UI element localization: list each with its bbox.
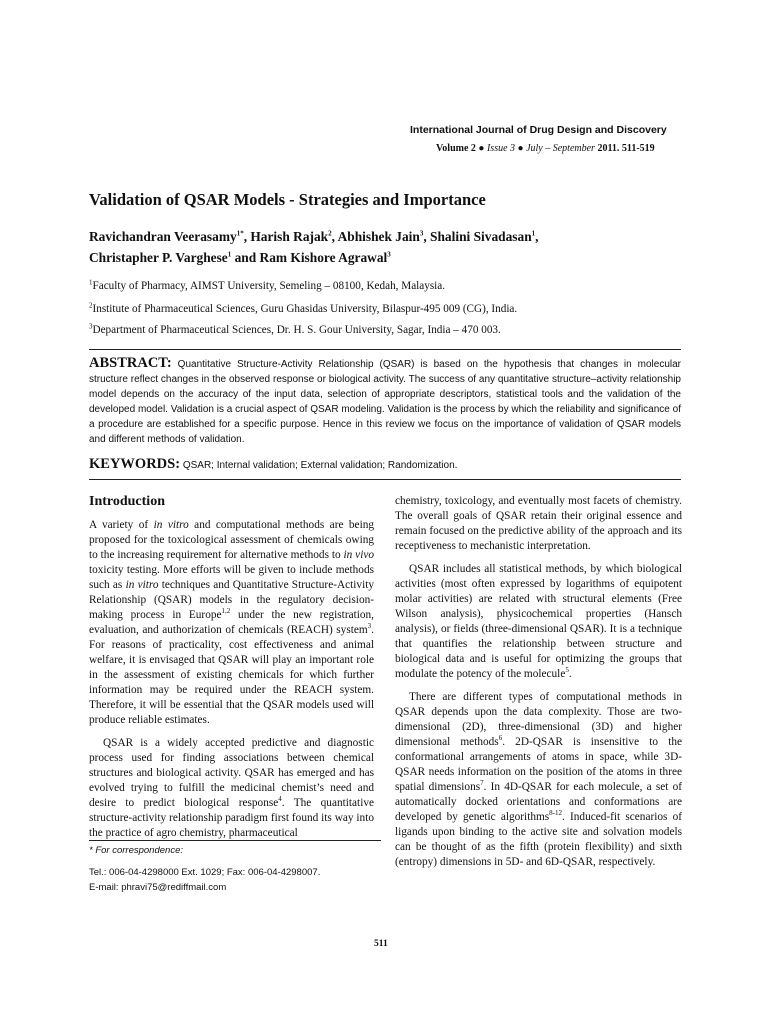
right-paragraph-3: There are different types of computational methods in QSAR depends upon the data complexity. Those are two-dimensional (2D), three-dimensional (3D) and higher dimensional methods$^6$. 2D-QSAR is insensitive to the conformational arrangements of atoms in space, while 3D-QSAR needs information on the position of the atoms in three spatial dimensions$^7$. In 4D-QSAR for each molecule, a set of automatically docked orientations and conformations are developed by genetic algorithms$^{8-12}$. Induced-fit scenarios of ligands upon binding to the active site and solvation models can be thought of as the fifth (protein flexibility) and sixth (entropy) dimensions in 5D- and 6D-QSAR, respectively. bbox=[395, 691, 683, 868]
footnote-phone: Tel.: 006-04-4298000 Ext. 1029; Fax: 006-04-4298007. bbox=[89, 867, 321, 878]
intro-paragraph-2: QSAR is a widely accepted predictive and diagnostic process used for finding associations between chemical structures and biological activity. QSAR has emerged and has evolved trying to fulfill the medicinal chemist’s need and desire to predict biological response$^4$. The quantitative structure-activity relationship paradigm first found its way into the practice of agro chemistry, pharmaceutical bbox=[89, 737, 374, 839]
paper-title: Validation of QSAR Models - Strategies and Importance bbox=[89, 190, 486, 209]
abstract bbox=[89, 356, 681, 447]
footnote-email: E-mail: phravi75@rediffmail.com bbox=[89, 882, 227, 893]
footnote-label: * For correspondence: bbox=[89, 845, 183, 856]
affiliation-1: $^1$Faculty of Pharmacy, AIMST University, Semeling – 08100, Kedah, Malaysia. bbox=[89, 278, 446, 292]
keywords-text: QSAR; Internal validation; External validation; Randomization. bbox=[180, 460, 458, 471]
divider-bottom bbox=[89, 479, 681, 480]
keywords bbox=[89, 456, 681, 473]
intro-paragraph-1: A variety of in vitro and computational methods are being proposed for the toxicological assessment of chemicals owing to the increasing requirement for alternative methods to in vivo toxicity testing. More efforts will be given to include methods such as in vitro techniques and Quantitative Structure-Activity Relationship (QSAR) models in the regulatory decision-making process in Europe$^{1,2}$ under the new registration, evaluation, and authorization of chemicals (REACH) system$^3$. For reasons of practicality, cost effectiveness and animal welfare, it is envisaged that QSAR will play an important role in the assessment of existing chemicals for which further information may be required under the REACH system. Therefore, it will be essential that the QSAR models used will produce reliable estimates. bbox=[89, 519, 374, 726]
keywords-label: KEYWORDS: bbox=[89, 456, 181, 472]
right-column bbox=[395, 494, 682, 870]
affiliation-2: $^2$Institute of Pharmaceutical Sciences, Guru Ghasidas University, Bilaspur-495 009 (CG), India. bbox=[89, 301, 518, 315]
footnote-rule bbox=[89, 840, 381, 841]
section-heading-introduction: Introduction bbox=[89, 494, 165, 509]
abstract-label: ABSTRACT: bbox=[89, 355, 172, 371]
pages: 2011. 511-519 bbox=[597, 143, 655, 154]
bullet-icon: ● bbox=[517, 143, 524, 154]
right-paragraph-1: chemistry, toxicology, and eventually most facets of chemistry. The overall goals of QSAR retain their original essence and remain focused on the predictive ability of the approach and its receptiveness to mechanistic interpretation. bbox=[395, 495, 682, 552]
volume: Volume 2 bbox=[436, 143, 476, 154]
journal-name: International Journal of Drug Design and Discovery bbox=[410, 124, 667, 136]
page-number: 511 bbox=[374, 939, 388, 949]
issue: Issue 3 bbox=[486, 143, 516, 154]
volume-info bbox=[436, 143, 655, 154]
affiliation-3: $^3$Department of Pharmaceutical Sciences, Dr. H. S. Gour University, Sagar, India – 470 003. bbox=[89, 322, 501, 336]
abstract-text: Quantitative Structure-Activity Relationship (QSAR) is based on the hypothesis that changes in molecular structure reflect changes in the observed response or biological activity. The success of any quantitative structure–activity relationship model depends on the accuracy of the input data, selection of appropriate descriptors, statistical tools and the validation of the developed model. Validation is a crucial aspect of QSAR modeling. Validation is the process by which the reliability and significance of a procedure are established for a specific purpose. Hence in this review we focus on the importance of validation of QSAR models and different methods of validation. bbox=[89, 359, 681, 445]
bullet-icon: ● bbox=[478, 143, 485, 154]
divider-top bbox=[89, 349, 681, 350]
right-paragraph-2: QSAR includes all statistical methods, by which biological activities (most often expressed by logarithms of equipotent molar activities) are related with structural elements (Free Wilson analysis), physicochemical properties (Hansch analysis), or fields (three-dimensional QSAR). It is a technique that quantifies the relationship between structure and biological data and is useful for optimizing the groups that modulate the potency of the molecule$^5$. bbox=[395, 563, 682, 680]
issue-date: July – September bbox=[526, 143, 595, 154]
author-line-2: Christapher P. Varghese$^1$ and Ram Kishore Agrawal$^3$ bbox=[89, 250, 391, 265]
author-line-1: Ravichandran Veerasamy$^{1*}$, Harish Rajak$^2$, Abhishek Jain$^3$, Shalini Sivadasan$^1$, bbox=[89, 229, 539, 244]
left-column bbox=[89, 518, 374, 841]
